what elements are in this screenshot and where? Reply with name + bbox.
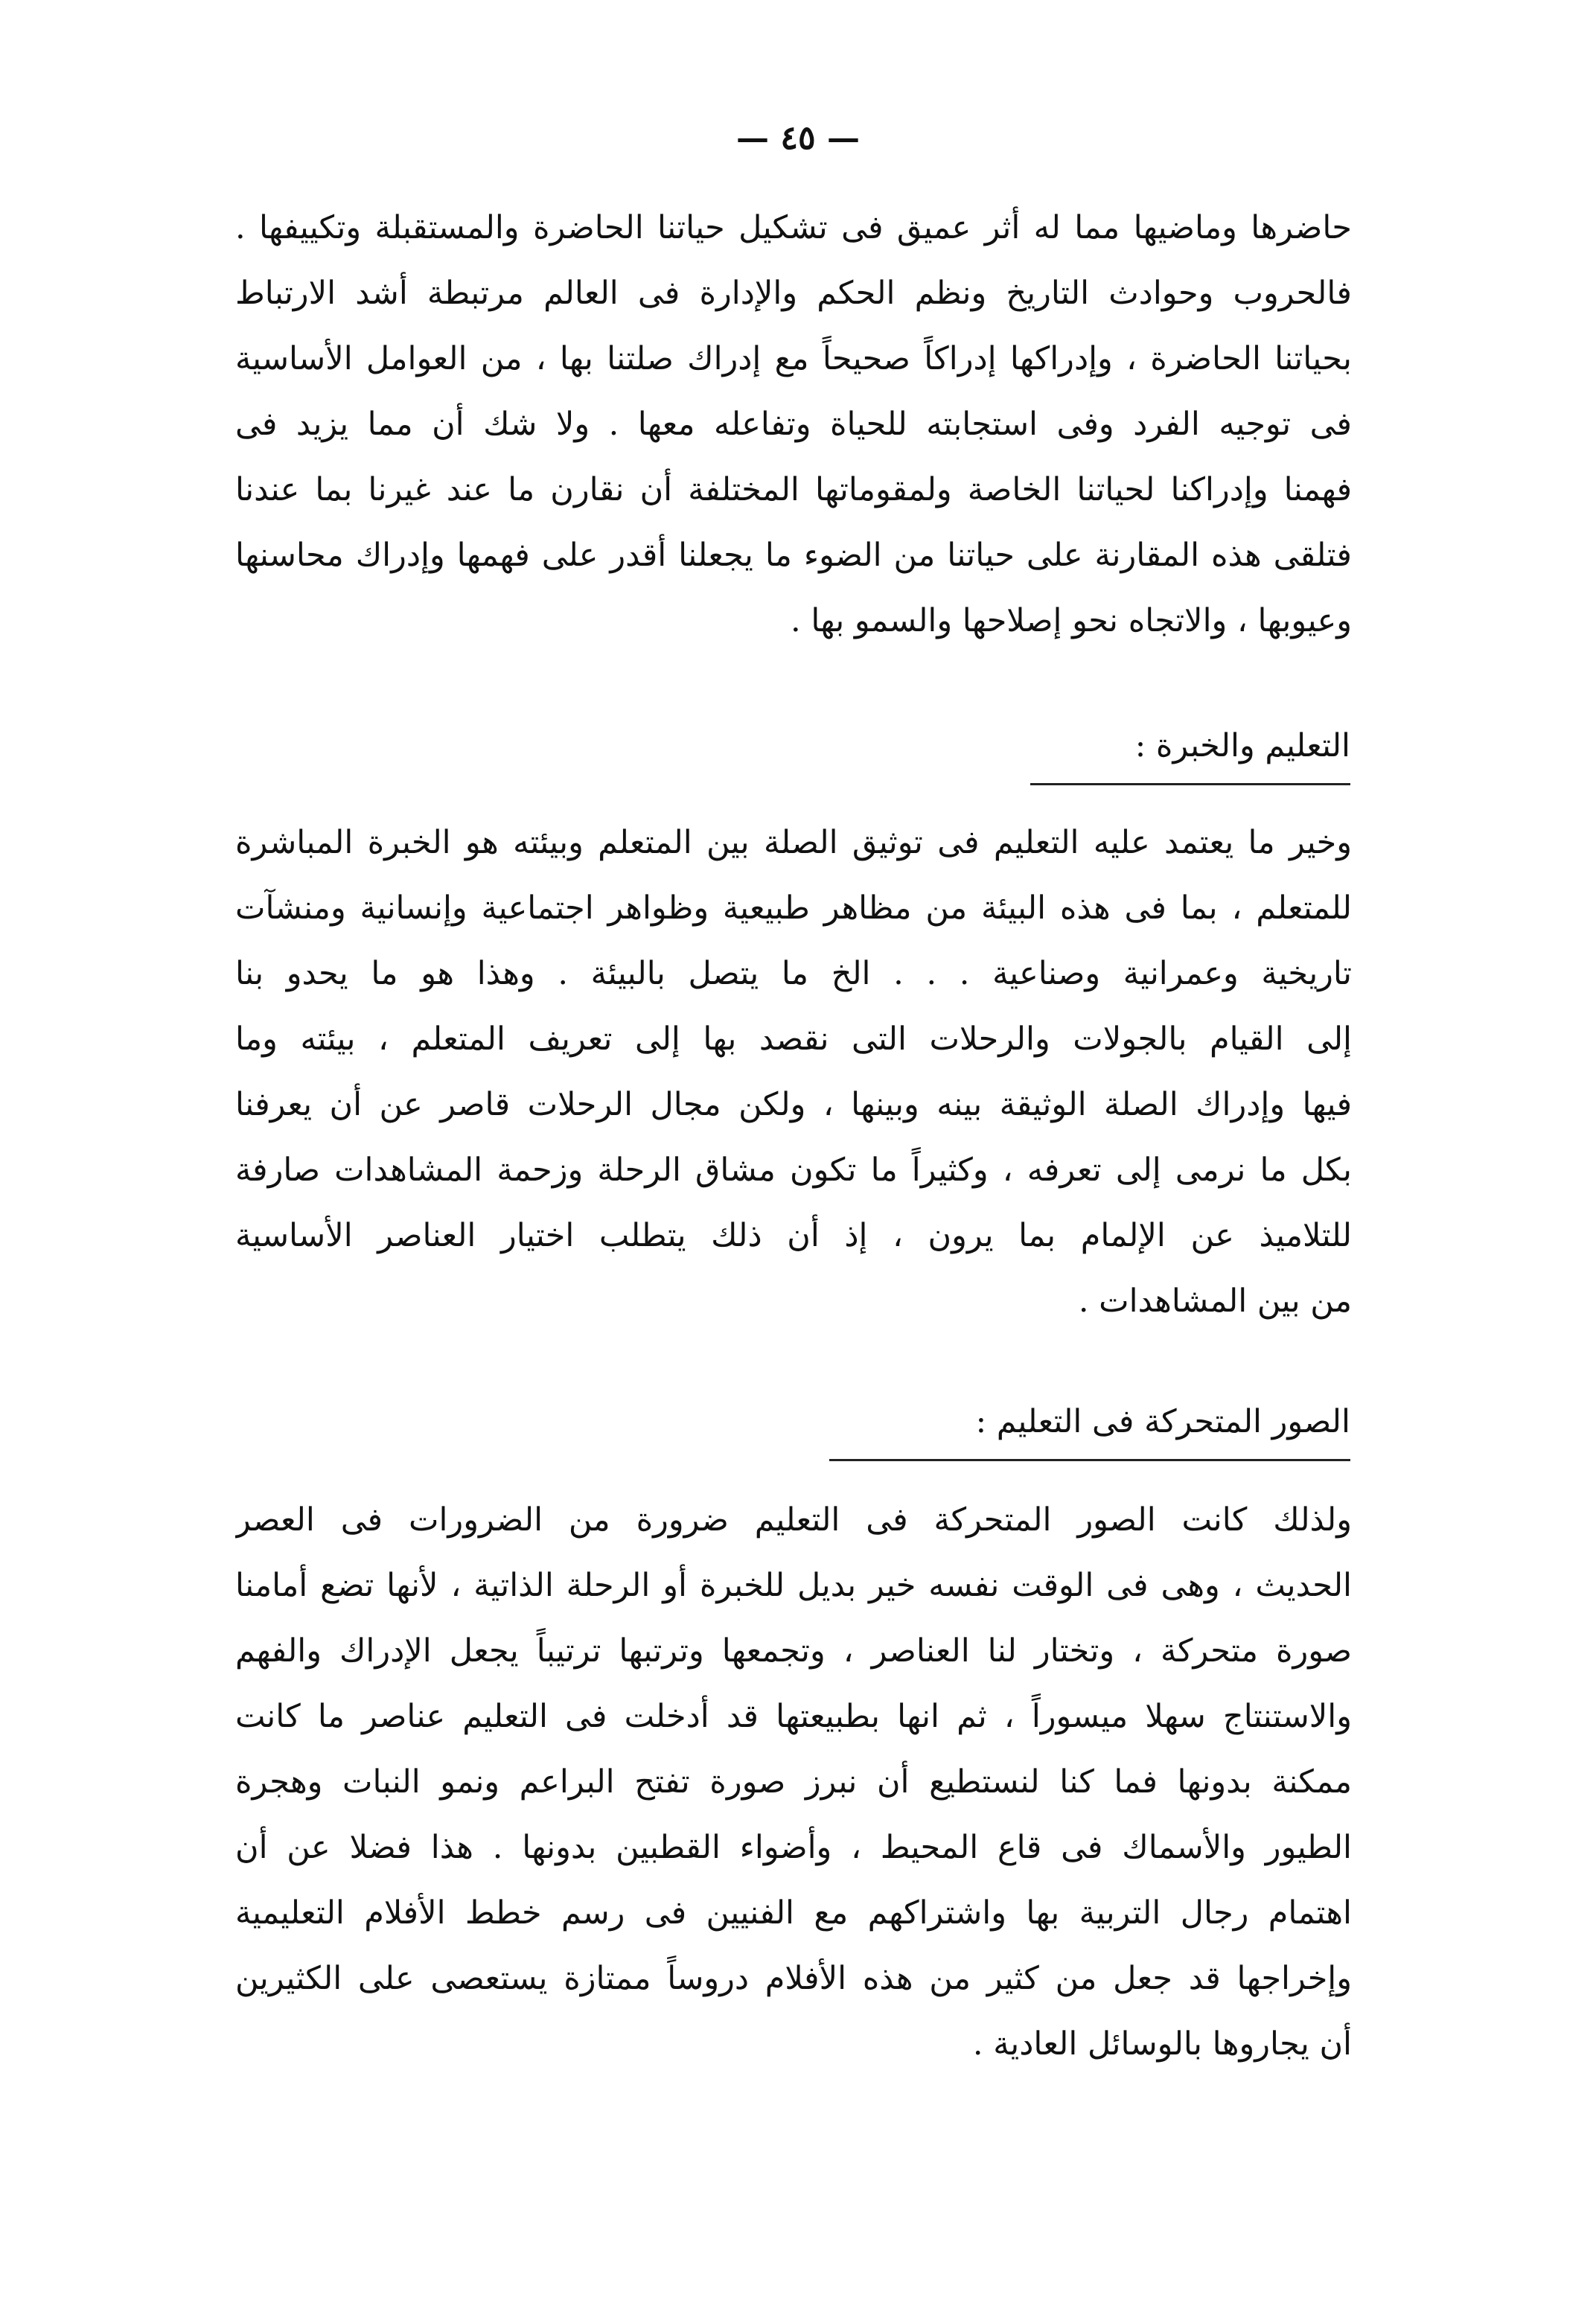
text-line: وعيوبها ، والاتجاه نحو إصلاحها والسمو بها . xyxy=(790,602,1352,639)
text-line: فى توجيه الفرد وفى استجابته للحياة وتفاعله معها . ولا شك أن مما يزيد فى xyxy=(235,406,1352,443)
page-number: — ٤٥ — xyxy=(736,119,860,157)
text-line: فتلقى هذه المقارنة على حياتنا من الضوء ما يجعلنا أقدر على فهمها وإدراك محاسنها xyxy=(235,537,1352,574)
text-line: الطيور والأسماك فى قاع المحيط ، وأضواء القطبين بدونها . هذا فضلا عن أن xyxy=(235,1829,1352,1866)
text-line: فالحروب وحوادث التاريخ ونظم الحكم والإدارة فى العالم مرتبطة أشد الارتباط xyxy=(235,275,1352,312)
text-line: إلى القيام بالجولات والرحلات التى نقصد بها إلى تعريف المتعلم ، بيئته وما xyxy=(235,1021,1352,1058)
text-line: وإخراجها قد جعل من كثير من هذه الأفلام دروساً ممتازة يستعصى على الكثيرين xyxy=(235,1960,1352,1997)
text-line: تاريخية وعمرانية وصناعية . . . الخ ما يتصل بالبيئة . وهذا هو ما يحدو بنا xyxy=(235,955,1352,992)
paragraph-continuation xyxy=(235,195,1352,654)
text-line: للتلاميذ عن الإلمام بما يرون ، إذ أن ذلك يتطلب اختيار العناصر الأساسية xyxy=(235,1217,1352,1254)
text-line: اهتمام رجال التربية بها واشتراكهم مع الفنيين فى رسم خطط الأفلام التعليمية xyxy=(235,1894,1352,1932)
section-heading-moving-pictures: الصور المتحركة فى التعليم : xyxy=(975,1403,1350,1440)
text-line: الحديث ، وهى فى الوقت نفسه خير بديل للخبرة أو الرحلة الذاتية ، لأنها تضع أمامنا xyxy=(235,1567,1352,1604)
paragraph-moving-pictures xyxy=(235,1487,1352,2077)
heading-underline xyxy=(1030,783,1350,785)
text-line: ولذلك كانت الصور المتحركة فى التعليم ضرورة من الضرورات فى العصر xyxy=(235,1501,1352,1539)
text-line: للمتعلم ، بما فى هذه البيئة من مظاهر طبيعية وظواهر اجتماعية وإنسانية ومنشآت xyxy=(235,890,1352,927)
text-line: والاستنتاج سهلا ميسوراً ، ثم انها بطبيعتها قد أدخلت فى التعليم عناصر ما كانت xyxy=(235,1698,1352,1735)
text-line: فهمنا وإدراكنا لحياتنا الخاصة ولمقوماتها المختلفة أن نقارن ما عند غيرنا بما عندنا xyxy=(235,471,1352,508)
text-line: فيها وإدراك الصلة الوثيقة بينه وبينها ، ولكن مجال الرحلات قاصر عن أن يعرفنا xyxy=(235,1086,1352,1123)
text-line: أن يجاروها بالوسائل العادية . xyxy=(972,2025,1352,2063)
paragraph-learning-experience xyxy=(235,810,1352,1334)
section-heading-learning-experience: التعليم والخبرة : xyxy=(1134,727,1350,764)
text-line: صورة متحركة ، وتختار لنا العناصر ، وتجمعها وترتبها ترتيباً يجعل الإدراك والفهم xyxy=(235,1632,1352,1670)
text-line: حاضرها وماضيها مما له أثر عميق فى تشكيل حياتنا الحاضرة والمستقبلة وتكييفها . xyxy=(235,209,1352,246)
text-line: بحياتنا الحاضرة ، وإدراكها إدراكاً صحيحاً مع إدراك صلتنا بها ، من العوامل الأساسية xyxy=(235,340,1352,377)
text-line: وخير ما يعتمد عليه التعليم فى توثيق الصلة بين المتعلم وبيئته هو الخبرة المباشرة xyxy=(235,824,1352,861)
heading-underline xyxy=(829,1459,1350,1461)
text-line: بكل ما نرمى إلى تعرفه ، وكثيراً ما تكون مشاق الرحلة وزحمة المشاهدات صارفة xyxy=(235,1152,1352,1189)
text-line: من بين المشاهدات . xyxy=(1078,1283,1352,1320)
text-line: ممكنة بدونها فما كنا لنستطيع أن نبرز صورة تفتح البراعم ونمو النبات وهجرة xyxy=(235,1763,1352,1801)
